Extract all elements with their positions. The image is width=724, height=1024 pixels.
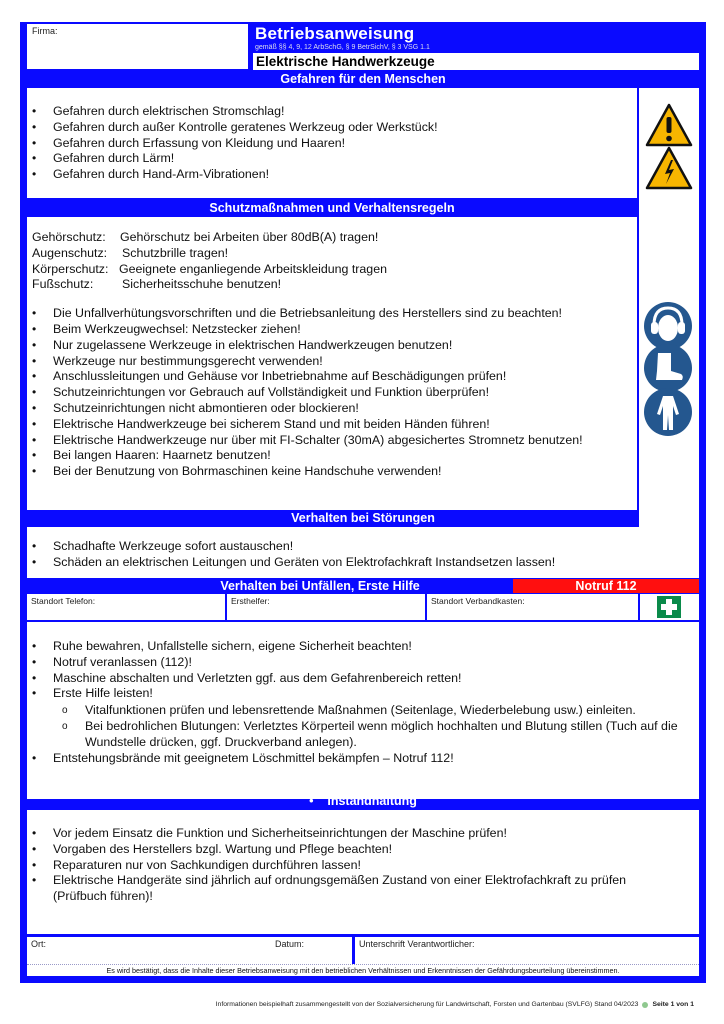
document-title: Betriebsanweisung [255,24,415,43]
list-item: • Elektrische Handwerkzeuge nur über mit FI-Schalter (30mA) abgesichertes Stromnetz benutzen! [27,433,637,449]
list-item: • Gefahren durch Hand-Arm-Vibrationen! [27,167,637,183]
electrical-hazard-icon [645,146,693,190]
list-item: • Gefahren durch Lärm! [27,151,637,167]
datum-label: Datum: [275,939,305,949]
page-number: Seite 1 von 1 [652,1001,694,1008]
list-item: • Entstehungsbrände mit geeignetem Löschmittel bekämpfen – Notruf 112! [27,751,699,767]
pictogram-column [639,88,699,529]
document-frame [20,22,706,983]
list-item: • Schutzeinrichtungen vor Gebrauch auf Vollständigkeit und Funktion überprüfen! [27,385,637,401]
ppe-row [27,262,637,278]
schutz-panel [27,217,637,510]
legal-basis: gemäß §§ 4, 9, 12 ArbSchG, § 9 BetrSichV, § 3 VSG 1.1 [255,44,430,51]
schutz-list [27,306,637,480]
instandhaltung-panel [27,810,699,934]
first-aid-icon [657,596,681,618]
firma-field[interactable] [27,24,248,69]
list-item: • Erste Hilfe leisten! [27,686,699,702]
first-aid-cell [640,594,699,620]
section-header-unfaelle: Verhalten bei Unfällen, Erste Hilfe [220,579,420,593]
ppe-text: Sicherheitsschuhe benutzen! [122,277,282,292]
list-item: • Vor jedem Einsatz die Funktion und Sicherheitseinrichtungen der Maschine prüfen! [27,826,679,842]
ersthelfer-field[interactable]: Ersthelfer: [227,594,425,620]
ppe-row [27,246,637,262]
list-item: • Schäden an elektrischen Leitungen und Geräten von Elektrofachkraft Instandsetzen lassen! [27,555,699,571]
ppe-label: Augenschutz: [32,245,108,260]
unfaelle-list-end [27,751,699,767]
ppe-row [27,230,637,246]
ppe-label: Gehörschutz: [32,230,106,244]
confirmation-text: Es wird bestätigt, dass die Inhalte dieser Betriebsanweisung mit den betrieblichen Verhältnissen und Erkenntnissen der Gefährdungsbeurteilung übereinstimmen. [27,964,699,976]
ppe-list [27,230,637,293]
list-item: • Bei der Benutzung von Bohrmaschinen keine Handschuhe verwenden! [27,464,637,480]
verbandkasten-field[interactable]: Standort Verbandkasten: [427,594,638,620]
list-item: • Die Unfallverhütungsvorschriften und die Betriebsanleitung des Herstellers sind zu beachten! [27,306,637,322]
instandhaltung-list [27,826,679,905]
ort-label: Ort: [31,939,46,949]
section-header-stoerungen: Verhalten bei Störungen [291,511,435,525]
stoerungen-list [27,539,699,571]
status-dot-icon [642,1002,648,1008]
list-item: • Werkzeuge nur bestimmungsgerecht verwenden! [27,354,637,370]
ppe-text: Geeignete enganliegende Arbeitskleidung tragen [119,261,387,276]
emergency-number-badge: Notruf 112 [513,579,699,593]
list-item: • Ruhe bewahren, Unfallstelle sichern, eigene Sicherheit beachten! [27,639,699,655]
list-item: • Beim Werkzeugwechsel: Netzstecker ziehen! [27,322,637,338]
warning-general-icon [645,103,693,147]
section-header-gefahren: Gefahren für den Menschen [280,72,446,86]
section-header-instandhaltung: • Instandhaltung [309,794,417,808]
list-item: • Nur zugelassene Werkzeuge in elektrischen Handwerkzeugen benutzen! [27,338,637,354]
list-item: • Elektrische Handgeräte sind jährlich auf ordnungsgemäßen Zustand von einer Elektrofachkraft zu prüfen (Prüfbuch führen)! [27,873,679,905]
list-item: • Bei langen Haaren: Haarnetz benutzen! [27,448,637,464]
safety-boots-icon [643,343,693,393]
stoerungen-panel [27,527,699,578]
list-item: • Gefahren durch außer Kontrolle geratenes Werkzeug oder Werkstück! [27,120,637,136]
ppe-row [27,277,637,293]
sub-list-item: o Bei bedrohlichen Blutungen: Verletztes Körperteil wenn möglich hochhalten und Blutung stillen (Tuch auf die Wundstelle drücken, ggf. Druckverband anlegen). [27,719,699,751]
list-item: • Gefahren durch elektrischen Stromschlag! [27,104,637,120]
ppe-label: Körperschutz: [32,261,109,276]
page-footer [216,1001,694,1008]
list-item: • Maschine abschalten und Verletzten ggf. aus dem Gefahrenbereich retten! [27,671,699,687]
section-header-schutz: Schutzmaßnahmen und Verhaltensregeln [209,201,455,215]
list-item: • Schadhafte Werkzeuge sofort austauschen! [27,539,699,555]
list-item: • Gefahren durch Erfassung von Kleidung und Haaren! [27,136,637,152]
ort-datum-field[interactable] [27,937,352,964]
sub-list-item: o Vitalfunktionen prüfen und lebensrettende Maßnahmen (Seitenlage, Wiederbelebung usw.) einleiten. [27,703,699,719]
unfaelle-panel [27,622,699,799]
list-item: • Vorgaben des Herstellers bzgl. Wartung und Pflege beachten! [27,842,679,858]
ppe-text: Schutzbrille tragen! [122,245,229,260]
unterschrift-field[interactable]: Unterschrift Verantwortlicher: [355,937,699,964]
erste-hilfe-sublist [27,703,699,750]
protective-clothing-icon [643,387,693,437]
gefahren-panel [27,88,637,198]
standort-telefon-field[interactable]: Standort Telefon: [27,594,225,620]
list-item: • Anschlussleitungen und Gehäuse vor Inbetriebnahme auf Beschädigungen prüfen! [27,369,637,385]
ppe-text: Gehörschutz bei Arbeiten über 80dB(A) tragen! [120,230,379,244]
gefahren-list [27,104,637,183]
list-item: • Notruf veranlassen (112)! [27,655,699,671]
document-name: Elektrische Handwerkzeuge [253,53,699,70]
list-item: • Schutzeinrichtungen nicht abmontieren oder blockieren! [27,401,637,417]
unfaelle-list [27,639,699,702]
firma-label: Firma: [32,26,58,36]
ppe-label: Fußschutz: [32,277,94,292]
list-item: • Elektrische Handwerkzeuge bei sicherem Stand und mit beiden Händen führen! [27,417,637,433]
footer-info: Informationen beispielhaft zusammengestellt von der Sozialversicherung für Landwirtschaft, Forsten und Gartenbau (SVLFG) Stand 04/2023 [215,1001,639,1008]
list-item: • Reparaturen nur von Sachkundigen durchführen lassen! [27,858,679,874]
